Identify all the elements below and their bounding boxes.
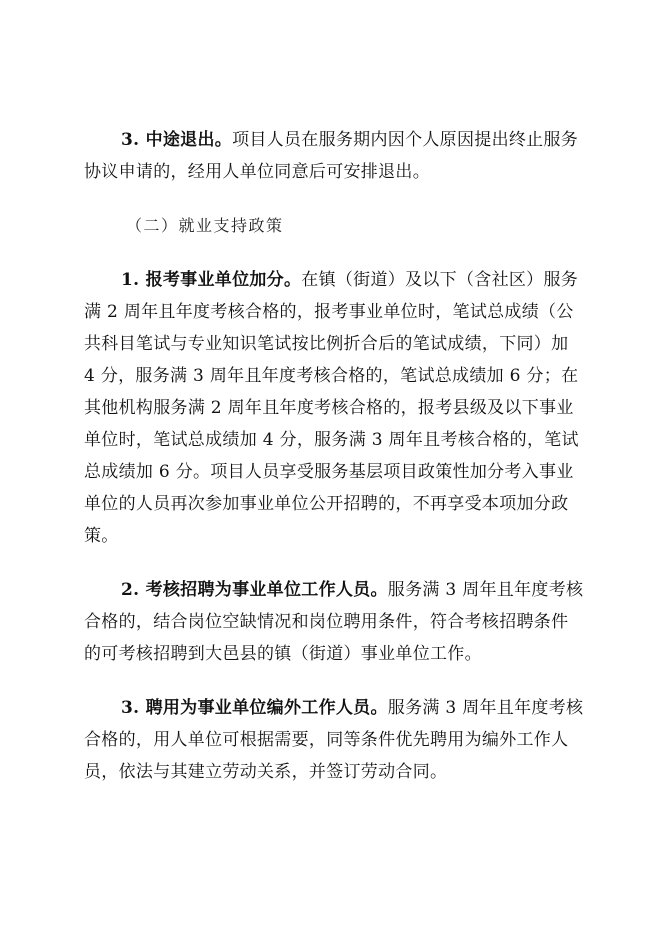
paragraph-assessment-recruitment — [84, 574, 584, 670]
paragraph-body: 服务满 3 周年且年度考核合格的，结合岗位空缺情况和岗位聘用条件，符合考核招聘条件的可考核招聘到大邑县的镇（街道）事业单位工作。 — [84, 580, 584, 664]
paragraph-contract-staff — [84, 692, 584, 788]
paragraph-body: 在镇（街道）及以下（含社区）服务满 2 周年且年度考核合格的，报考事业单位时，笔试总成绩（公共科目笔试与专业知识笔试按比例折合后的笔试成绩，下同）加 4 分，服务满 3 周年且年度考核合格的，笔试总成绩加 6 分；在其他机构服务满 2 周年且年度考核合格的，报考县级及以下事业单位时，笔试总成绩加 4 分，服务满 3 周年且考核合格的，笔试总成绩加 6 分。项目人员享受服务基层项目政策性加分考入事业单位的人员再次参加事业单位公开招聘的，不再享受本项加分政策。 — [84, 270, 579, 546]
paragraph-exam-bonus — [84, 264, 584, 552]
paragraph-heading: 3. 聘用为事业单位编外工作人员。 — [121, 698, 388, 718]
paragraph-midway-exit — [84, 124, 584, 188]
paragraph-heading: 1. 报考事业单位加分。 — [121, 270, 302, 290]
paragraph-heading: 3. 中途退出。 — [121, 130, 233, 150]
paragraph-heading: 2. 考核招聘为事业单位工作人员。 — [121, 580, 388, 600]
section-subheading: （二）就业支持政策 — [126, 216, 284, 235]
paragraph-body: 项目人员在服务期内因个人原因提出终止服务协议申请的，经用人单位同意后可安排退出。 — [84, 130, 579, 182]
document-body — [84, 124, 584, 810]
paragraph-body: 服务满 3 周年且年度考核合格的，用人单位可根据需要，同等条件优先聘用为编外工作人员，依法与其建立劳动关系，并签订劳动合同。 — [84, 698, 584, 782]
